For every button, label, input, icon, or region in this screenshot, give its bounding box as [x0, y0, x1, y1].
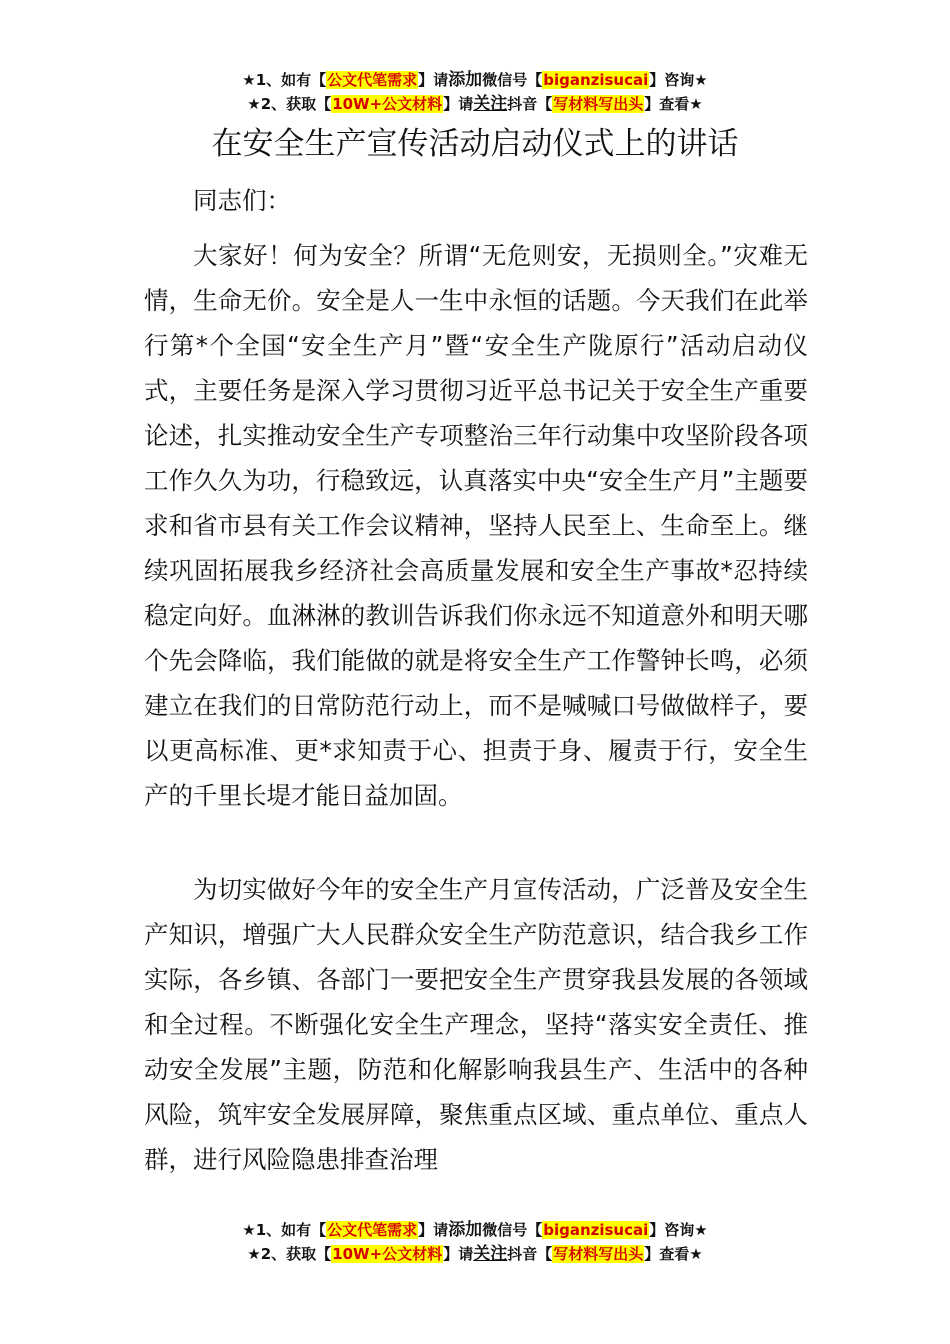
- promo-emphasis: 关注: [473, 1244, 508, 1264]
- promo-highlight: 写材料写出头: [553, 95, 644, 113]
- promo-suffix: 】咨询★: [649, 1221, 708, 1239]
- promo-text: 】请: [418, 1221, 449, 1239]
- promo-text: 微信号【: [482, 1221, 543, 1239]
- promo-text: 抖音【: [507, 95, 553, 113]
- promo-text: 】请: [443, 1245, 474, 1263]
- header-promo-line-2: [0, 93, 950, 115]
- document-body: [144, 233, 808, 818]
- promo-text: 抖音【: [507, 1245, 553, 1263]
- promo-highlight: 10W+公文材料: [332, 1245, 443, 1263]
- promo-text: 】请: [443, 95, 474, 113]
- promo-suffix: 】查看★: [644, 1245, 703, 1263]
- promo-highlight: 公文代笔需求: [327, 71, 418, 89]
- footer-promo-line-1: [0, 1219, 950, 1241]
- document-body-continued: [144, 867, 808, 1182]
- document-title: 在安全生产宣传活动启动仪式上的讲话: [211, 126, 739, 162]
- promo-text: 微信号【: [482, 71, 543, 89]
- promo-text: 】请: [418, 71, 449, 89]
- promo-highlight: 公文代笔需求: [327, 1221, 418, 1239]
- paragraph: 为切实做好今年的安全生产月宣传活动，广泛普及安全生产知识，增强广大人民群众安全生产防范意识，结合我乡工作实际，各乡镇、各部门一要把安全生产贯穿我县发展的各领域和全过程。不断强化安全生产理念，坚持“落实安全责任、推动安全发展”主题，防范和化解影响我县生产、生活中的各种风险，筑牢安全发展屏障，聚焦重点区域、重点单位、重点人群，进行风险隐患排查治理: [144, 875, 808, 1174]
- promo-emphasis: 添加: [448, 70, 483, 90]
- promo-highlight: 写材料写出头: [553, 1245, 644, 1263]
- paragraph: 大家好！何为安全？所谓“无危则安，无损则全。”灾难无情，生命无价。安全是人一生中永恒的话题。今天我们在此举行第*个全国“安全生产月”暨“安全生产陇原行”活动启动仪式，主要任务是深入学习贯彻习近平总书记关于安全生产重要论述，扎实推动安全生产专项整治三年行动集中攻坚阶段各项工作久久为功，行稳致远，认真落实中央“安全生产月”主题要求和省市县有关工作会议精神，坚持人民至上、生命至上。继续巩固拓展我乡经济社会高质量发展和安全生产事故*忍持续稳定向好。血淋淋的教训告诉我们你永远不知道意外和明天哪个先会降临，我们能做的就是将安全生产工作警钟长鸣，必须建立在我们的日常防范行动上，而不是喊喊口号做做样子，要以更高标准、更*求知责于心、担责于身、履责于行，安全生产的千里长堤才能日益加固。: [144, 241, 808, 810]
- greeting: 同志们：: [193, 186, 291, 215]
- header-promo-line-1: [0, 69, 950, 91]
- promo-emphasis: 关注: [473, 94, 508, 114]
- promo-prefix: ★1、如有【: [242, 1221, 327, 1239]
- promo-prefix: ★2、获取【: [247, 95, 332, 113]
- promo-suffix: 】查看★: [644, 95, 703, 113]
- promo-highlight: 10W+公文材料: [332, 95, 443, 113]
- promo-prefix: ★1、如有【: [242, 71, 327, 89]
- promo-highlight: biganzisucai: [543, 71, 649, 89]
- promo-suffix: 】咨询★: [649, 71, 708, 89]
- footer-promo-line-2: [0, 1243, 950, 1265]
- promo-emphasis: 添加: [448, 1220, 483, 1240]
- promo-highlight: biganzisucai: [543, 1221, 649, 1239]
- promo-prefix: ★2、获取【: [247, 1245, 332, 1263]
